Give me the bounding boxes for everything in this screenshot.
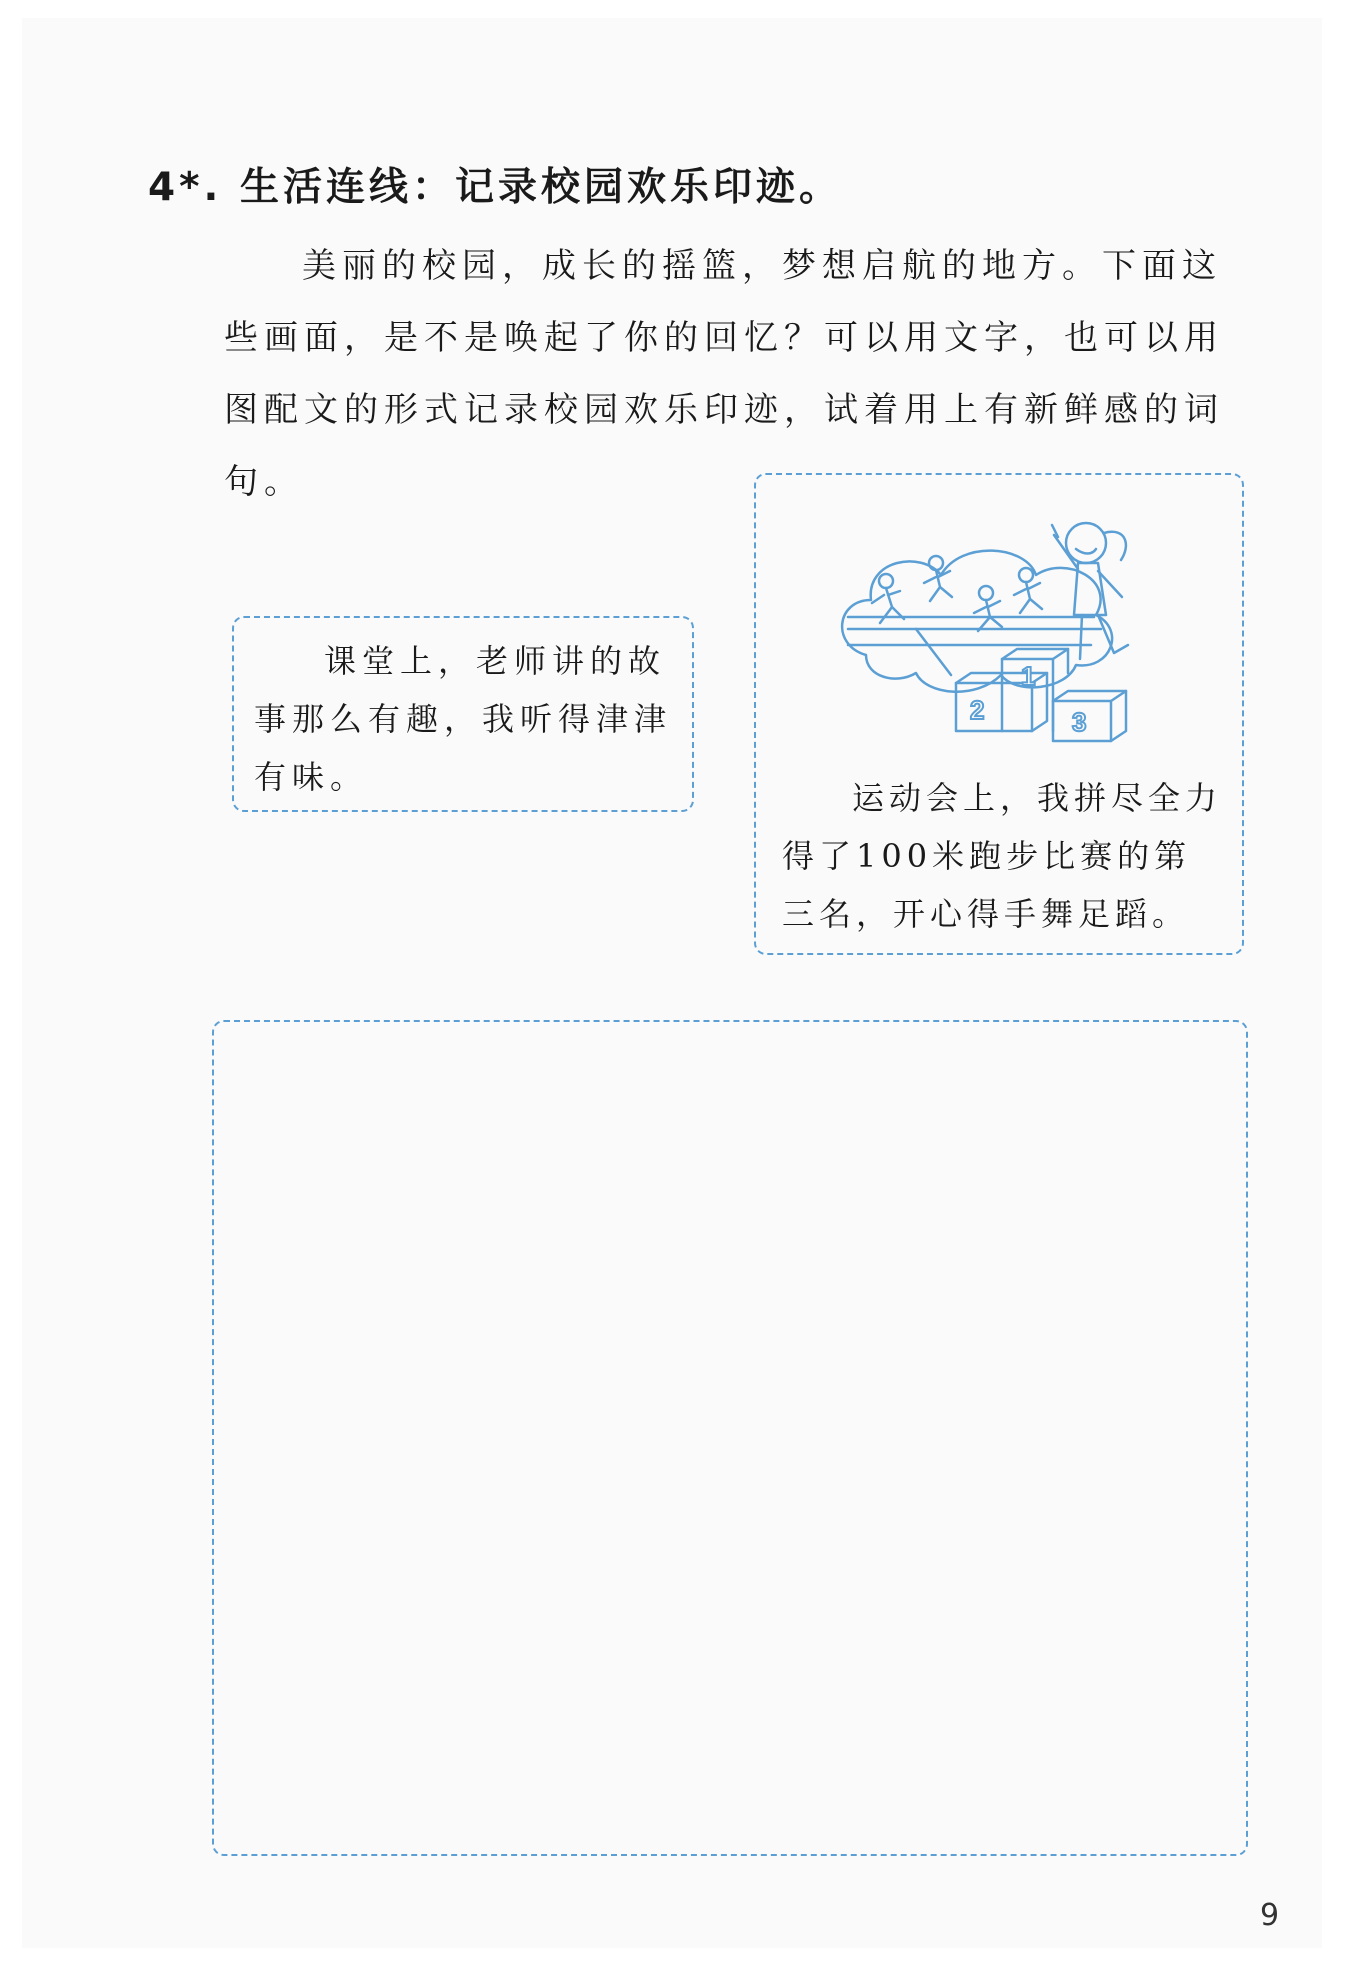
example-text-sports-day: 运动会上，我拼尽全力得了100米跑步比赛的第三名，开心得手舞足蹈。 (782, 779, 1223, 933)
podium-first-place-label: 1 (1021, 661, 1036, 691)
exercise-number: 4*. (148, 165, 223, 210)
example-box-classroom (232, 616, 694, 812)
writing-area[interactable] (212, 1020, 1248, 1856)
podium-third-place-label: 3 (1072, 707, 1087, 737)
page-number: 9 (1260, 1898, 1280, 1933)
workbook-page (22, 18, 1322, 1948)
podium-second-place-label: 2 (970, 695, 985, 725)
example-text-classroom: 课堂上，老师讲的故事那么有趣，我听得津津有味。 (254, 642, 673, 796)
exercise-title: 生活连线：记录校园欢乐印迹。 (239, 165, 842, 210)
exercise-instruction: 美丽的校园，成长的摇篮，梦想启航的地方。下面这些画面，是不是唤起了你的回忆？可以用文字，也可以用图配文的形式记录校园欢乐印迹，试着用上有新鲜感的词句。 (224, 246, 1224, 502)
sports-day-illustration (826, 505, 1186, 755)
exercise-heading (148, 156, 842, 212)
example-box-sports-day (754, 473, 1244, 955)
